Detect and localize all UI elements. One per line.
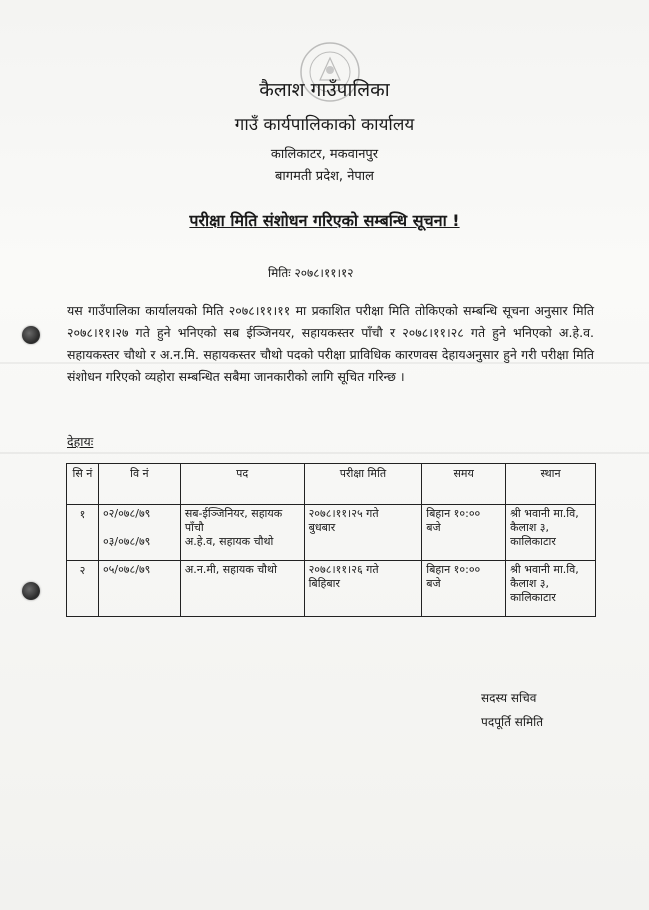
signatory-title: सदस्य सचिव — [481, 691, 537, 705]
cell-day-line: बिहिबार — [308, 577, 341, 590]
col-header-time: समय — [422, 464, 506, 505]
cell-time — [422, 561, 506, 617]
cell-venue — [506, 561, 596, 617]
schedule-label: देहायः — [67, 434, 94, 449]
cell-vn — [98, 505, 180, 561]
cell-time-line: बिहान १०:०० — [426, 563, 481, 576]
cell-sn: २ — [67, 561, 99, 617]
office-province: बागमती प्रदेश, नेपाल — [275, 169, 374, 184]
cell-venue-line: श्री भवानी मा.वि, — [510, 507, 579, 520]
cell-time — [422, 505, 506, 561]
cell-time-line: बजे — [426, 577, 441, 590]
cell-date-line: २०७८।११।२६ गते — [308, 563, 379, 576]
cell-vn-line: ०५/०७८/७९ — [102, 563, 151, 576]
cell-vn-line: ०२/०७८/७९ — [102, 507, 151, 520]
cell-vn — [98, 561, 180, 617]
cell-time-line: बजे — [426, 521, 441, 534]
cell-day-line: बुधबार — [308, 521, 336, 534]
cell-exam-date — [304, 561, 422, 617]
cell-post-line: सब-ईञ्जिनियर, सहायक पाँचौ — [184, 507, 283, 534]
notice-body: यस गाउँपालिका कार्यालयको मिति २०७८।११।११ मा प्रकाशित परीक्षा मिति तोकिएको सम्बन्धि सूचना अनुसार मिति २०७८।११।२७ गते हुने भनिएको सब ईञ्जिनयर, सहायकस्तर पाँचौ र २०७८।११।२८ गते हुने भनिएको अ.हे.व. सहायकस्तर चौथो र अ.न.मि. सहायकस्तर चौथो पदको परीक्षा प्राविधिक कारणवस देहायअनुसार हुने गरी परीक्षा मिति संशोधन गरिएको व्यहोरा सम्बन्धित सबैमा जानकारीको लागि सूचित गरिन्छ । — [67, 303, 594, 384]
col-header-post: पद — [180, 464, 304, 505]
col-header-exam-date: परीक्षा मिति — [304, 464, 422, 505]
notice-title — [0, 209, 649, 231]
col-header-venue: स्थान — [506, 464, 596, 505]
notice-date: मितिः २०७८।११।१२ — [268, 266, 354, 280]
table-row — [67, 561, 596, 617]
cell-venue-line: श्री भवानी मा.वि, — [510, 563, 579, 576]
cell-venue-line: कालिकाटार — [510, 535, 556, 548]
col-header-vn: वि नं — [98, 464, 180, 505]
table-header-row — [67, 464, 596, 505]
cell-date-line: २०७८।११।२५ गते — [308, 507, 379, 520]
cell-venue-line: कैलाश ३, — [510, 521, 550, 534]
cell-venue-line: कैलाश ३, — [510, 577, 550, 590]
office-name: कैलाश गाउँपालिका — [259, 79, 390, 101]
notice-title-text: परीक्षा मिति संशोधन गरिएको सम्बन्धि सूचना ! — [189, 211, 460, 230]
office-subtitle: गाउँ कार्यपालिकाको कार्यालय — [234, 115, 415, 135]
paper-fold — [0, 452, 649, 454]
cell-venue — [506, 505, 596, 561]
cell-post — [180, 561, 304, 617]
signatory-committee: पदपूर्ति समिति — [481, 715, 544, 729]
cell-sn: १ — [67, 505, 99, 561]
cell-vn-line: ०३/०७८/७९ — [102, 535, 151, 548]
cell-post-line: अ.हे.व, सहायक चौथो — [184, 535, 274, 548]
col-header-sn: सि नं — [67, 464, 99, 505]
exam-schedule-table — [66, 463, 596, 617]
table-row — [67, 505, 596, 561]
office-address: कालिकाटर, मकवानपुर — [270, 147, 379, 162]
punch-hole — [22, 582, 40, 600]
cell-post-line: अ.न.मी, सहायक चौथो — [184, 563, 277, 576]
cell-venue-line: कालिकाटार — [510, 591, 556, 604]
punch-hole — [22, 326, 40, 344]
cell-time-line: बिहान १०:०० — [426, 507, 481, 520]
cell-post — [180, 505, 304, 561]
cell-exam-date — [304, 505, 422, 561]
